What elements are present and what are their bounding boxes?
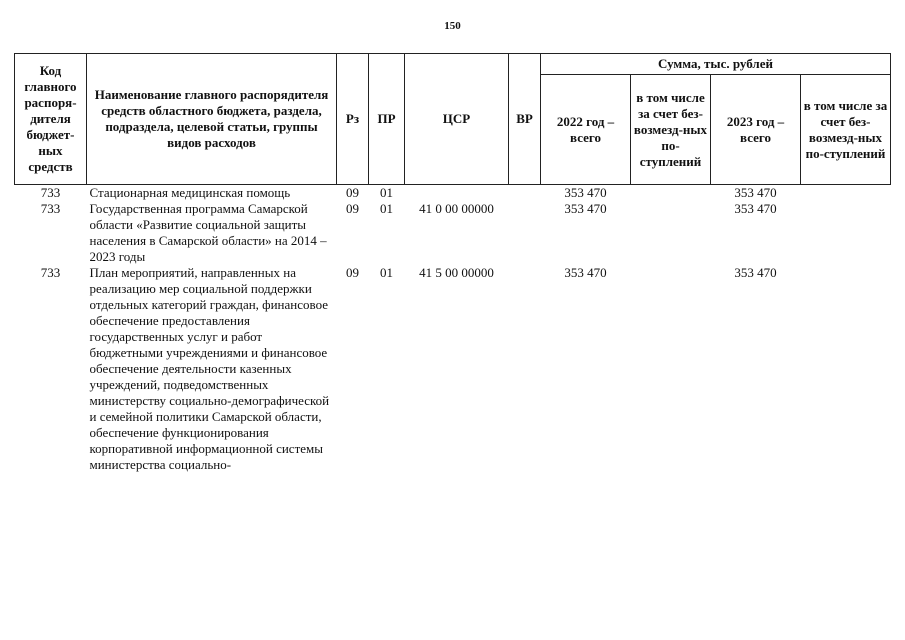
cell-code: 733	[40, 265, 61, 280]
cell-2023-total: 353 470	[734, 265, 777, 280]
cell-csr: 41 0 00 00000	[419, 201, 494, 216]
cell-rz: 09	[346, 201, 359, 216]
header-2023-total: 2023 год – всего	[711, 75, 801, 185]
cell-2023-free	[801, 185, 891, 202]
cell-vr	[509, 265, 541, 473]
cell-csr: 41 5 00 00000	[419, 265, 494, 280]
cell-name: План мероприятий, направленных на реализацию мер социальной поддержки отдельных категорий граждан, финансовое обеспечение предоставления государственных услуг и работ бюджетными учреждениями и финансовое обеспечение деятельности казенных учреждений, подведомственных министерству социально-демографической и семейной политики Самарской области, обеспечение функционирования корпоративной информационной системы министерства социально-	[89, 265, 330, 472]
cell-2022-total: 353 470	[564, 265, 607, 280]
header-pr: ПР	[369, 54, 405, 185]
page-number: 150	[444, 20, 461, 32]
header-sum-group: Сумма, тыс. рублей	[541, 54, 891, 75]
cell-2022-free	[631, 185, 711, 202]
header-vr: ВР	[509, 54, 541, 185]
table-body	[15, 185, 891, 474]
header-code: Код главного распоря-дителя бюджет-ных средств	[15, 54, 87, 185]
table-header	[15, 54, 891, 185]
header-2023-free: в том числе за счет без-возмезд-ных по-ступлений	[801, 75, 891, 185]
cell-pr: 01	[380, 265, 393, 280]
cell-2023-total: 353 470	[734, 201, 777, 216]
cell-code: 733	[40, 201, 61, 216]
budget-table	[14, 53, 891, 473]
header-name: Наименование главного распорядителя средств областного бюджета, раздела, подраздела, целевой статьи, группы видов расходов	[87, 54, 337, 185]
cell-2022-free	[631, 201, 711, 265]
cell-2023-free	[801, 201, 891, 265]
cell-vr	[509, 201, 541, 265]
cell-2023-total: 353 470	[734, 185, 777, 200]
table-row	[15, 201, 891, 265]
cell-pr: 01	[380, 185, 393, 200]
header-2022-total: 2022 год – всего	[541, 75, 631, 185]
header-csr: ЦСР	[405, 54, 509, 185]
cell-2022-total: 353 470	[564, 185, 607, 200]
cell-2022-free	[631, 265, 711, 473]
cell-name: Государственная программа Самарской области «Развитие социальной защиты населения в Самарской области» на 2014 – 2023 годы	[89, 201, 327, 264]
cell-name: Стационарная медицинская помощь	[89, 185, 291, 200]
cell-2023-free	[801, 265, 891, 473]
cell-code: 733	[40, 185, 61, 200]
cell-2022-total: 353 470	[564, 201, 607, 216]
table-row	[15, 265, 891, 473]
cell-csr	[405, 185, 509, 202]
cell-vr	[509, 185, 541, 202]
header-2022-free: в том числе за счет без-возмезд-ных по-ступлений	[631, 75, 711, 185]
header-rz: Рз	[337, 54, 369, 185]
cell-rz: 09	[346, 185, 359, 200]
cell-rz: 09	[346, 265, 359, 280]
cell-pr: 01	[380, 201, 393, 216]
table-row	[15, 185, 891, 202]
